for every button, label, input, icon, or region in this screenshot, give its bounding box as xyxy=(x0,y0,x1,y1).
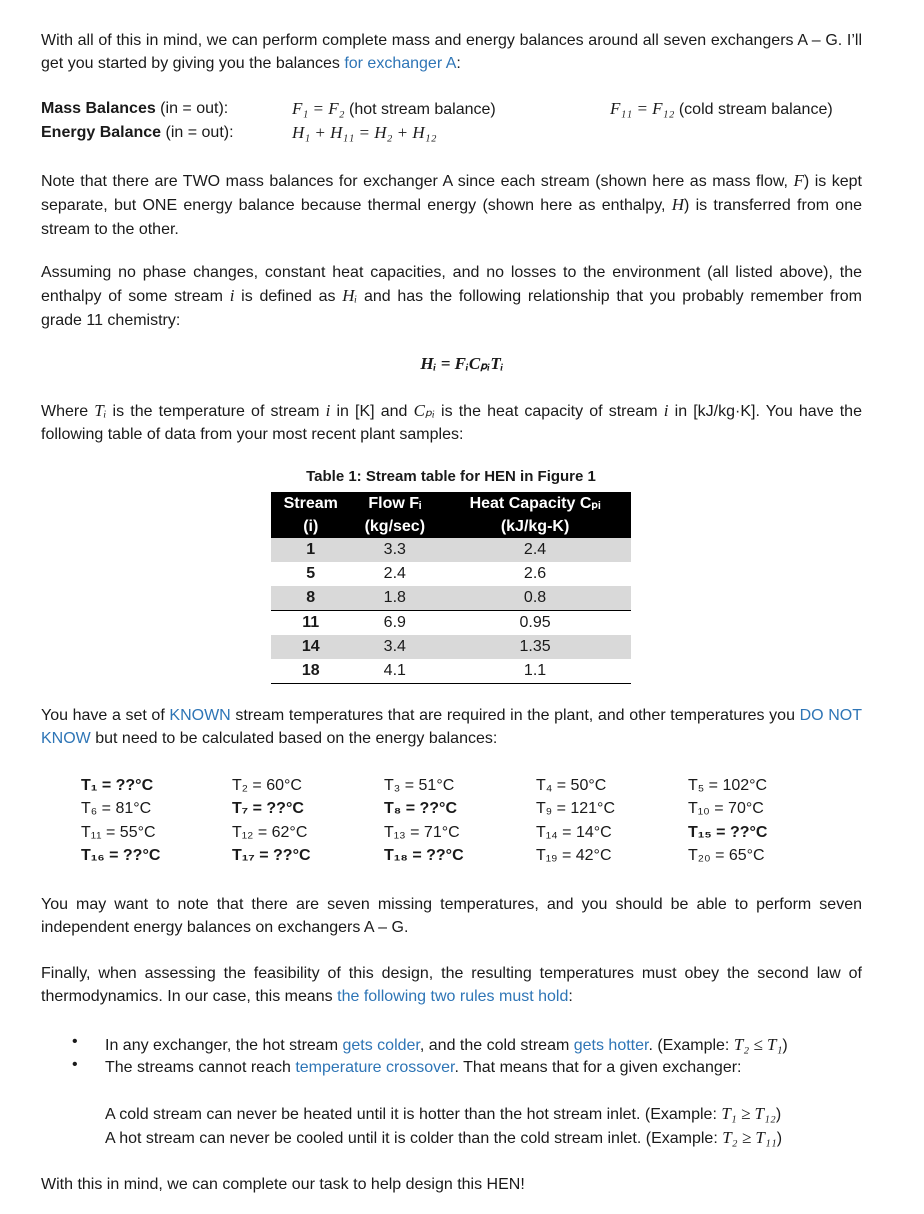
table-row xyxy=(271,635,631,659)
table-cell: 0.8 xyxy=(439,586,631,611)
known-temperature: T₁₀ = 70°C xyxy=(688,800,764,818)
text: A hot stream can never be cooled until it is colder than the cold stream inlet. (Example: xyxy=(105,1130,723,1147)
math-text: Tᵢ xyxy=(94,401,107,420)
table-row xyxy=(271,611,631,636)
known-temperature: T₉ = 121°C xyxy=(536,800,615,818)
column-header: (kg/sec) xyxy=(351,515,440,538)
text: You have a set of xyxy=(41,707,170,724)
column-header: (kJ/kg-K) xyxy=(439,515,631,538)
table-cell: 5 xyxy=(306,565,316,582)
math-text: i xyxy=(229,286,235,306)
table-cell: 18 xyxy=(271,659,351,684)
unknown-temperature: T₁₅ = ??°C xyxy=(688,823,768,841)
known-temperature: T₆ = 81°C xyxy=(81,800,152,818)
unknown-temperature: T₁ = ??°C xyxy=(81,777,154,794)
math-text: F xyxy=(793,171,804,190)
note-paragraph xyxy=(41,169,862,241)
highlighted-text: KNOWN xyxy=(169,707,231,724)
table-cell: 3.4 xyxy=(351,635,440,659)
highlighted-text: gets colder xyxy=(342,1037,420,1054)
table-cell: 6.9 xyxy=(383,614,406,631)
text: : xyxy=(568,988,573,1006)
text: With this in mind, we can complete our task to help design this HEN! xyxy=(41,1176,525,1193)
math-text: i xyxy=(663,401,669,420)
highlighted-text: DO NOT KNOW xyxy=(41,707,863,748)
bullet-icon: • xyxy=(72,1033,78,1050)
known-temperature: T₁₄ = 14°C xyxy=(536,823,612,841)
table-row xyxy=(271,586,631,611)
text: is the temperature of stream xyxy=(106,403,326,420)
text: in [kJ/kg·K]. You have the following table of data from your most recent plant samples: xyxy=(41,403,862,444)
table-cell: 1 xyxy=(271,538,351,562)
known-temperature: T₂₀ = 65°C xyxy=(688,846,765,864)
text: , and the cold stream xyxy=(419,1037,574,1054)
text: Note that there are TWO mass balances for exchanger A since each stream (shown here as mass flow, xyxy=(41,173,794,190)
closing-paragraph xyxy=(41,1173,862,1196)
table-row xyxy=(271,659,631,684)
highlighted-text: gets hotter xyxy=(573,1037,649,1054)
text: Assuming no phase changes, constant heat capacities, and no losses to the environment (all listed above), the enthalpy of some stream xyxy=(41,264,862,306)
known-temperature: T₅ = 102°C xyxy=(688,777,768,794)
mass-balances-label: Mass Balances (in = out): xyxy=(41,100,229,117)
known-temperature: T₁₉ = 42°C xyxy=(536,846,612,864)
enthalpy-formula: Hᵢ = FᵢCₚᵢTᵢ xyxy=(420,354,504,373)
rule-2 xyxy=(105,1056,865,1079)
known-temperature: T₁₃ = 71°C xyxy=(384,823,460,841)
column-header: Heat Capacity Cₚᵢ xyxy=(439,492,631,515)
math-text: i xyxy=(325,401,331,420)
math-text: T₂ ≥ T₁₁ xyxy=(722,1128,777,1147)
text: in [K] and xyxy=(330,403,414,420)
text: . That means that for a given exchanger: xyxy=(454,1059,742,1076)
highlighted-text: the following two rules must hold xyxy=(337,988,569,1006)
feasibility-paragraph xyxy=(41,962,862,1009)
table-cell: 2.4 xyxy=(383,565,406,582)
bullet-icon: • xyxy=(72,1056,78,1073)
math-text: H xyxy=(671,195,685,215)
text: . (Example: xyxy=(648,1037,734,1054)
text: ) is kept separate, but ONE energy balance because thermal energy (shown here as enthalpy, xyxy=(41,173,862,215)
column-header: Stream xyxy=(271,492,351,515)
math-text: Hᵢ xyxy=(342,286,358,306)
unknown-temperature: T₁₆ = ??°C xyxy=(81,846,161,864)
energy-balance-label: Energy Balance (in = out): xyxy=(41,124,234,141)
text: ) xyxy=(782,1037,788,1054)
known-temperature: T₁₂ = 62°C xyxy=(232,823,308,841)
highlighted-text: for exchanger A xyxy=(344,55,457,73)
text: A cold stream can never be heated until it is hotter than the hot stream inlet. (Example: xyxy=(105,1106,722,1123)
known-temperature: T₄ = 50°C xyxy=(536,777,607,794)
math-text: T₂ ≤ T₁ xyxy=(733,1035,783,1054)
text: ) xyxy=(776,1130,783,1147)
text: stream temperatures that are required in the plant, and other temperatures you xyxy=(230,707,800,724)
table-cell: 1.8 xyxy=(351,586,440,611)
table-cell: 4.1 xyxy=(351,659,440,684)
unknown-temperature: T₁₇ = ??°C xyxy=(232,846,311,864)
text: ) xyxy=(775,1106,782,1123)
table-cell: 2.4 xyxy=(439,538,631,562)
unknown-temperature: T₈ = ??°C xyxy=(384,800,457,818)
table-cell: 11 xyxy=(302,614,320,631)
table-row xyxy=(271,538,631,562)
table-cell: 1.1 xyxy=(439,659,631,684)
text: ) is transferred from one stream to the other. xyxy=(41,197,862,238)
text: With all of this in mind, we can perform complete mass and energy balances around all seven exchangers A – G. I’ll get you started by giving you the balances xyxy=(41,32,862,73)
math-text: Cₚᵢ xyxy=(413,401,435,420)
text: is defined as xyxy=(234,288,343,306)
table-cell: 14 xyxy=(271,635,351,659)
text: but need to be calculated based on the energy balances: xyxy=(90,730,498,748)
math-text: T₁ ≥ T₁₂ xyxy=(721,1104,776,1123)
column-header: Flow Fᵢ xyxy=(351,492,440,515)
table-cell: 0.95 xyxy=(519,614,551,631)
column-header: (i) xyxy=(271,515,351,538)
unknown-temperature: T₁₈ = ??°C xyxy=(384,846,464,864)
text: The streams cannot reach xyxy=(105,1059,296,1076)
cold-stream-balance: F₁₁ = F₁₂ (cold stream balance) xyxy=(610,99,833,118)
text: In any exchanger, the hot stream xyxy=(105,1037,343,1054)
rule-1 xyxy=(105,1033,865,1057)
text: and has the following relationship that you probably remember from grade 11 chemistry: xyxy=(41,288,862,329)
energy-balance-equation: H₁ + H₁₁ = H₂ + H₁₂ xyxy=(292,123,437,142)
rule-2-example-1 xyxy=(105,1102,865,1126)
table-cell: 8 xyxy=(271,586,351,611)
text: : xyxy=(456,55,461,73)
text: You may want to note that there are seven missing temperatures, and you should be able to perform seven independent energy balances on exchangers A – G. xyxy=(41,896,862,937)
table-row xyxy=(271,562,631,586)
unknown-temperature: T₇ = ??°C xyxy=(232,800,304,818)
table-cell: 3.3 xyxy=(351,538,440,562)
known-temperature: T₁₁ = 55°C xyxy=(81,823,156,841)
table-caption: Table 1: Stream table for HEN in Figure 1 xyxy=(306,468,596,485)
table-cell: 1.35 xyxy=(439,635,631,659)
text: is the heat capacity of stream xyxy=(434,403,664,420)
definitions-paragraph xyxy=(41,399,862,447)
stream-table xyxy=(271,492,631,684)
rule-2-example-2 xyxy=(105,1126,865,1150)
missing-temps-paragraph xyxy=(41,893,862,940)
known-temperature: T₃ = 51°C xyxy=(384,777,455,794)
known-unknown-paragraph xyxy=(41,704,862,751)
text: Where xyxy=(41,403,95,420)
enthalpy-paragraph xyxy=(41,261,862,332)
text: Finally, when assessing the feasibility of this design, the resulting temperatures must obey the second law of thermodynamics. In our case, this means xyxy=(41,965,862,1006)
highlighted-text: temperature crossover xyxy=(295,1059,455,1076)
known-temperature: T₂ = 60°C xyxy=(232,777,302,794)
table-cell: 2.6 xyxy=(523,565,547,582)
hot-stream-balance: F₁ = F₂ (hot stream balance) xyxy=(292,99,496,118)
intro-paragraph xyxy=(41,29,862,76)
